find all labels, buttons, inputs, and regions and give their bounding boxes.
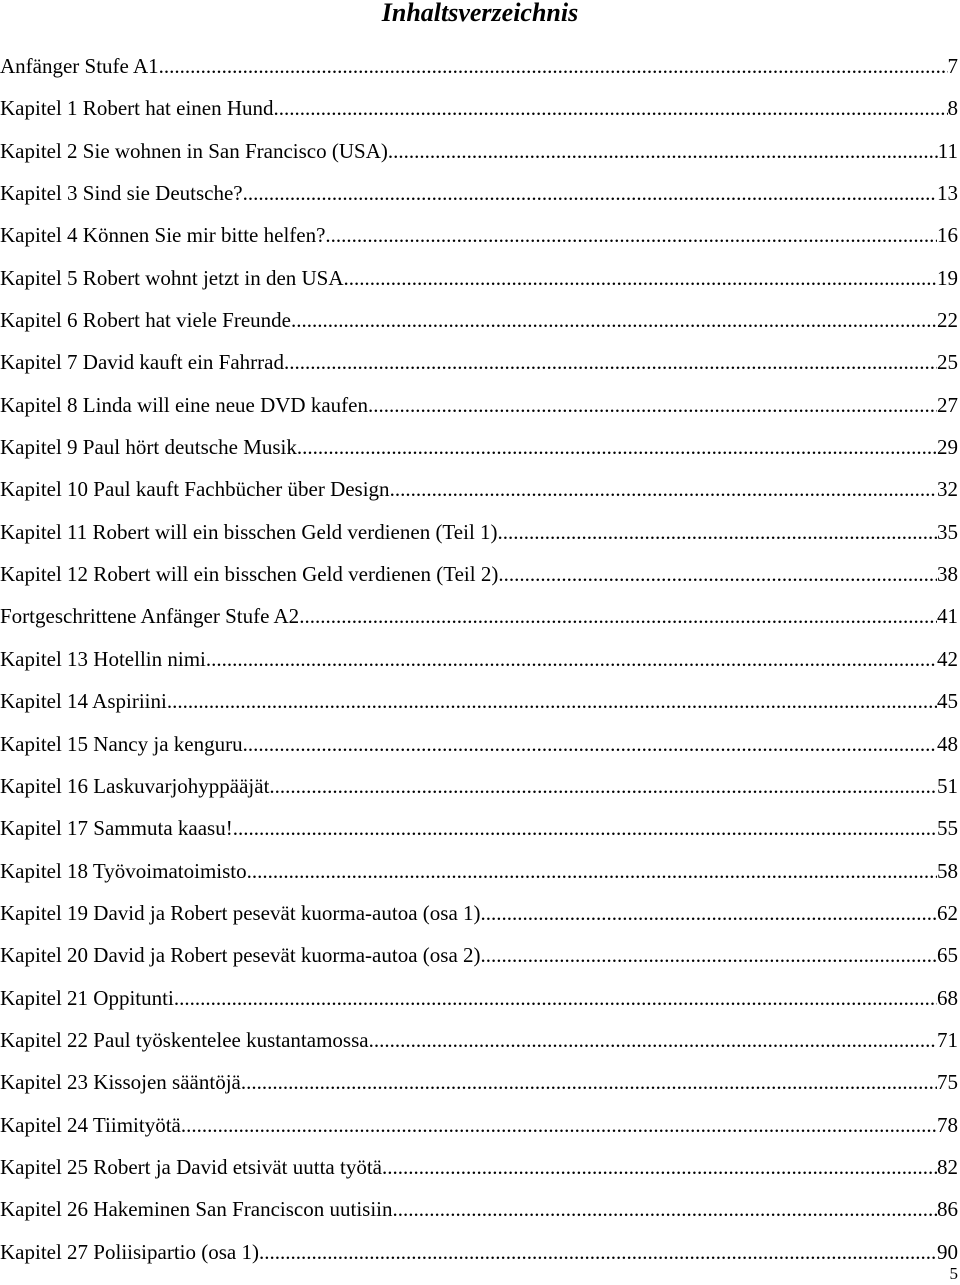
toc-entry-page: 13 bbox=[937, 181, 958, 206]
toc-entry-title: Kapitel 7 David kauft ein Fahrrad bbox=[0, 350, 284, 375]
dot-leader bbox=[274, 94, 948, 122]
toc-entry-page: 25 bbox=[937, 350, 958, 375]
toc-entry-page: 48 bbox=[937, 731, 958, 756]
toc-entry-title: Kapitel 27 Poliisipartio (osa 1) bbox=[0, 1239, 259, 1264]
toc-entry[interactable] bbox=[0, 730, 958, 772]
toc-entry-title: Fortgeschrittene Anfänger Stufe A2 bbox=[0, 604, 300, 629]
toc-entry[interactable] bbox=[0, 1153, 958, 1195]
toc-entry[interactable] bbox=[0, 221, 958, 263]
toc-entry[interactable] bbox=[0, 687, 958, 729]
dot-leader bbox=[325, 221, 937, 249]
toc-entry-title: Kapitel 16 Laskuvarjohyppääjät bbox=[0, 773, 270, 798]
dot-leader bbox=[393, 1195, 937, 1223]
toc-entry[interactable] bbox=[0, 348, 958, 390]
toc-entry-title: Kapitel 26 Hakeminen San Franciscon uutisiin bbox=[0, 1197, 393, 1222]
dot-leader bbox=[390, 475, 937, 503]
dot-leader bbox=[297, 433, 937, 461]
toc-entry-page: 38 bbox=[937, 562, 958, 587]
toc-entry[interactable] bbox=[0, 475, 958, 517]
toc-entry-title: Anfänger Stufe A1 bbox=[0, 54, 159, 78]
dot-leader bbox=[243, 730, 937, 758]
toc-entry-page: 35 bbox=[937, 519, 958, 544]
toc-entry-page: 86 bbox=[937, 1197, 958, 1222]
toc-entry-title: Kapitel 17 Sammuta kaasu! bbox=[0, 816, 233, 841]
toc-title: Inhaltsverzeichnis bbox=[381, 0, 579, 27]
dot-leader bbox=[368, 391, 937, 419]
toc-entry-page: 16 bbox=[937, 223, 958, 248]
toc-entry[interactable] bbox=[0, 602, 958, 644]
toc-entry[interactable] bbox=[0, 772, 958, 814]
toc-entry[interactable] bbox=[0, 306, 958, 348]
toc-entry[interactable] bbox=[0, 1238, 958, 1280]
toc-entry-page: 78 bbox=[937, 1112, 958, 1137]
toc-entry-page: 27 bbox=[937, 392, 958, 417]
toc-entry-title: Kapitel 18 Työvoimatoimisto bbox=[0, 858, 247, 883]
dot-leader bbox=[269, 772, 937, 800]
toc-entry[interactable] bbox=[0, 52, 958, 94]
toc-entry-page: 55 bbox=[937, 816, 958, 841]
toc-entry[interactable] bbox=[0, 857, 958, 899]
toc-entry-page: 90 bbox=[937, 1239, 958, 1264]
toc-entry[interactable] bbox=[0, 1111, 958, 1153]
dot-leader bbox=[233, 814, 937, 842]
dot-leader bbox=[369, 1026, 937, 1054]
toc-entry-title: Kapitel 22 Paul työskentelee kustantamossa bbox=[0, 1027, 369, 1052]
toc-entry-page: 32 bbox=[937, 477, 958, 502]
dot-leader bbox=[174, 984, 937, 1012]
toc-entry[interactable] bbox=[0, 941, 958, 983]
toc-entry-page: 68 bbox=[937, 985, 958, 1010]
toc-entry-page: 51 bbox=[937, 773, 958, 798]
toc-entry-title: Kapitel 19 David ja Robert pesevät kuorma-autoa (osa 1) bbox=[0, 900, 481, 925]
toc-entry-page: 7 bbox=[947, 54, 958, 78]
toc-entry-page: 82 bbox=[937, 1154, 958, 1179]
toc-entry[interactable] bbox=[0, 433, 958, 475]
toc-entry-page: 71 bbox=[937, 1027, 958, 1052]
toc-entry-page: 22 bbox=[937, 308, 958, 333]
toc-entry-page: 41 bbox=[937, 604, 958, 629]
toc-entry[interactable] bbox=[0, 137, 958, 179]
toc-entry[interactable] bbox=[0, 984, 958, 1026]
toc-entry-title: Kapitel 2 Sie wohnen in San Francisco (USA) bbox=[0, 138, 388, 163]
toc-entry-title: Kapitel 13 Hotellin nimi bbox=[0, 646, 206, 671]
toc-entry-title: Kapitel 20 David ja Robert pesevät kuorma-autoa (osa 2) bbox=[0, 943, 481, 968]
dot-leader bbox=[284, 348, 937, 376]
dot-leader bbox=[259, 1238, 937, 1266]
toc-entry[interactable] bbox=[0, 94, 958, 136]
dot-leader bbox=[498, 518, 937, 546]
dot-leader bbox=[167, 687, 937, 715]
dot-leader bbox=[498, 560, 937, 588]
toc-entry-title: Kapitel 15 Nancy ja kenguru bbox=[0, 731, 243, 756]
dot-leader bbox=[241, 1068, 937, 1096]
dot-leader bbox=[159, 52, 948, 80]
dot-leader bbox=[481, 899, 937, 927]
table-of-contents bbox=[0, 52, 958, 1280]
toc-entry-page: 75 bbox=[937, 1070, 958, 1095]
toc-entry-title: Kapitel 10 Paul kauft Fachbücher über Design bbox=[0, 477, 390, 502]
toc-entry-page: 29 bbox=[937, 435, 958, 460]
toc-entry-title: Kapitel 12 Robert will ein bisschen Geld verdienen (Teil 2) bbox=[0, 562, 499, 587]
dot-leader bbox=[382, 1153, 937, 1181]
toc-entry-title: Kapitel 24 Tiimityötä bbox=[0, 1112, 181, 1137]
toc-entry-page: 19 bbox=[937, 265, 958, 290]
toc-entry-page: 8 bbox=[947, 96, 958, 121]
dot-leader bbox=[299, 602, 937, 630]
dot-leader bbox=[206, 645, 937, 673]
toc-entry[interactable] bbox=[0, 518, 958, 560]
toc-entry-title: Kapitel 9 Paul hört deutsche Musik bbox=[0, 435, 297, 460]
toc-entry-title: Kapitel 4 Können Sie mir bitte helfen? bbox=[0, 223, 326, 248]
dot-leader bbox=[247, 857, 937, 885]
toc-entry-title: Kapitel 14 Aspiriini bbox=[0, 689, 167, 714]
toc-entry[interactable] bbox=[0, 264, 958, 306]
toc-entry-page: 58 bbox=[937, 858, 958, 883]
toc-entry-title: Kapitel 5 Robert wohnt jetzt in den USA bbox=[0, 265, 344, 290]
toc-entry[interactable] bbox=[0, 899, 958, 941]
toc-entry-title: Kapitel 25 Robert ja David etsivät uutta työtä bbox=[0, 1154, 382, 1179]
toc-entry[interactable] bbox=[0, 1026, 958, 1068]
toc-entry-page: 11 bbox=[937, 138, 958, 163]
dot-leader bbox=[243, 179, 937, 207]
toc-entry[interactable] bbox=[0, 391, 958, 433]
dot-leader bbox=[291, 306, 937, 334]
toc-entry[interactable] bbox=[0, 1068, 958, 1110]
toc-entry-title: Kapitel 1 Robert hat einen Hund bbox=[0, 96, 274, 121]
toc-entry-title: Kapitel 3 Sind sie Deutsche? bbox=[0, 181, 243, 206]
toc-entry-title: Kapitel 11 Robert will ein bisschen Geld verdienen (Teil 1) bbox=[0, 519, 498, 544]
toc-entry-page: 45 bbox=[937, 689, 958, 714]
toc-entry[interactable] bbox=[0, 560, 958, 602]
toc-entry-title: Kapitel 21 Oppitunti bbox=[0, 985, 174, 1010]
toc-entry-title: Kapitel 6 Robert hat viele Freunde bbox=[0, 308, 291, 333]
dot-leader bbox=[344, 264, 937, 292]
toc-entry-title: Kapitel 8 Linda will eine neue DVD kaufen bbox=[0, 392, 368, 417]
dot-leader bbox=[388, 137, 938, 165]
toc-entry[interactable] bbox=[0, 645, 958, 687]
dot-leader bbox=[181, 1111, 937, 1139]
toc-entry-page: 65 bbox=[937, 943, 958, 968]
toc-entry-page: 42 bbox=[937, 646, 958, 671]
page-number: 5 bbox=[949, 1264, 958, 1283]
dot-leader bbox=[481, 941, 937, 969]
toc-entry[interactable] bbox=[0, 1195, 958, 1237]
toc-entry-page: 62 bbox=[937, 900, 958, 925]
toc-entry[interactable] bbox=[0, 814, 958, 856]
toc-entry[interactable] bbox=[0, 179, 958, 221]
toc-entry-title: Kapitel 23 Kissojen sääntöjä bbox=[0, 1070, 241, 1095]
